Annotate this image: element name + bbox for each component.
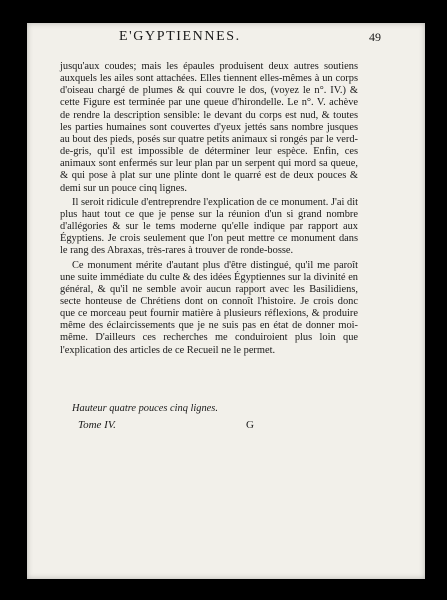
volume-label: Tome IV.: [78, 419, 116, 431]
body-text: [60, 61, 358, 357]
page-number: 49: [369, 30, 381, 44]
height-note: Hauteur quatre pouces cinq lignes.: [72, 403, 218, 414]
page-header: [27, 29, 425, 47]
running-head: E'GYPTIENNES.: [119, 29, 241, 44]
book-page: [27, 23, 425, 579]
paragraph-3: Ce monument mérite d'autant plus d'être distingué, qu'il me paroît une suite immédiate du culte & des idées Égyptiennes sur la divinité en général, & qu'il ne semble avoir aucun rapport avec les Basilidiens, secte honteuse de Chrétiens dont on connoît l'histoire. Je crois donc que ce morceau peut fournir matière à plusieurs réflexions, & produire même des éclaircissements que je ne suis pas en état de donner moi-même. D'ailleurs ces recherches me conduiroient plus loin que l'explication des articles de ce Recueil ne le permet.: [60, 259, 358, 356]
paragraph-2: Il seroit ridicule d'entreprendre l'explication de ce monument. J'ai dit plus haut tout ce que je pense sur la réunion d'un si grand nombre d'allégories & sur le tems moderne qu'elle indique par rapport aux Égyptiens. Je crois seulement que l'on peut mettre ce monument dans le rang des Abraxas, très-rares à trouver de ronde-bosse.: [60, 196, 358, 257]
signature-mark: G: [246, 419, 254, 431]
paragraph-1: jusqu'aux coudes; mais les épaules produisent deux autres soutiens auxquels les ailes sont attachées. Elles tiennent elles-mêmes à un corps d'oiseau chargé de plumes & qui couvre le dos, (voyez le n°. IV.) & cette Figure est terminée par une queue d'hirondelle. Le n°. V. achève de rendre la description sensible: le devant du corps est nud, & toutes les parties humaines sont couvertes d'yeux jettés sans nombre jusques au bout des pieds, posés sur quatre petits animaux si rongés par le verd-de-gris, qu'il est impossible de déterminer leur espèce. Enfin, ces animaux sont enfermés sur leur plan par un serpent qui mord sa queue, & qui pose à plat sur une plinte dont le quarré est de deux pouces & demi sur un pouce cinq lignes.: [60, 61, 358, 194]
